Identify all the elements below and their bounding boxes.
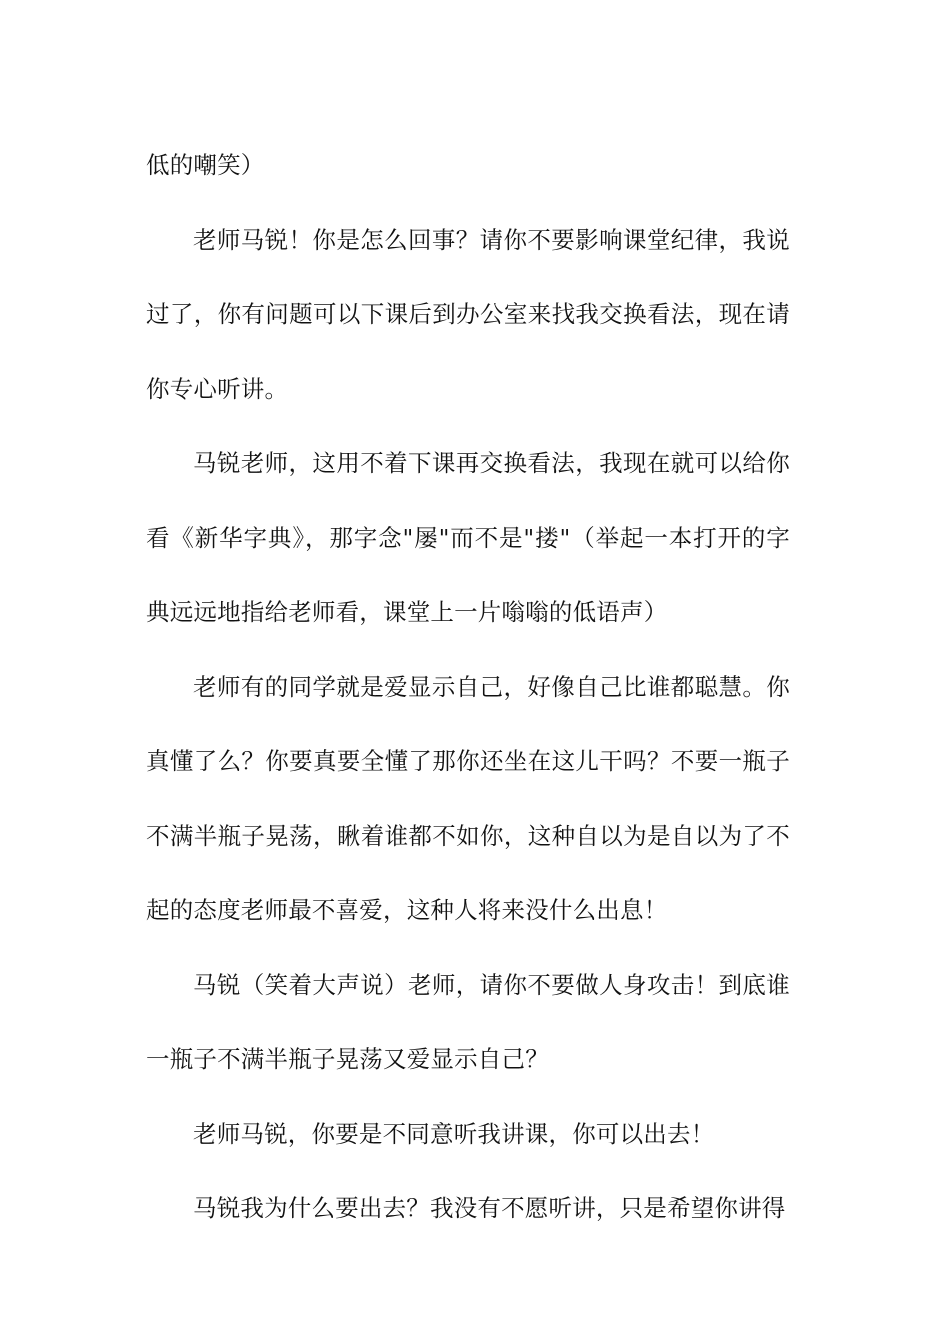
paragraph: 老师马锐，你要是不同意听我讲课，你可以出去！ [193,1119,715,1148]
paragraph: 老师马锐！你是怎么回事？请你不要影响课堂纪律，我说过了，你有问题可以下课后到办公室来找我交换看法，现在请你专心听讲。 [146,225,790,403]
document-body [146,128,790,1246]
paragraph: 低的嘲笑） [146,151,265,179]
paragraph: 马锐我为什么要出去？我没有不愿听讲，只是希望你讲得 [193,1194,786,1222]
paragraph: 马锐老师，这用不着下课再交换看法，我现在就可以给你看《新华字典》，那字念"屡"而不是"搂"（举起一本打开的字典远远地指给老师看，课堂上一片嗡嗡的低语声） [146,449,790,626]
paragraph: 老师有的同学就是爱显示自己，好像自己比谁都聪慧。你真懂了么？你要真要全懂了那你还坐在这儿干吗？不要一瓶子不满半瓶子晃荡，瞅着谁都不如你，这种自以为是自以为了不起的态度老师最不喜爱，这种人将来没什么出息！ [146,672,790,924]
paragraph: 马锐（笑着大声说）老师，请你不要做人身攻击！到底谁一瓶子不满半瓶子晃荡又爱显示自己？ [146,970,790,1073]
